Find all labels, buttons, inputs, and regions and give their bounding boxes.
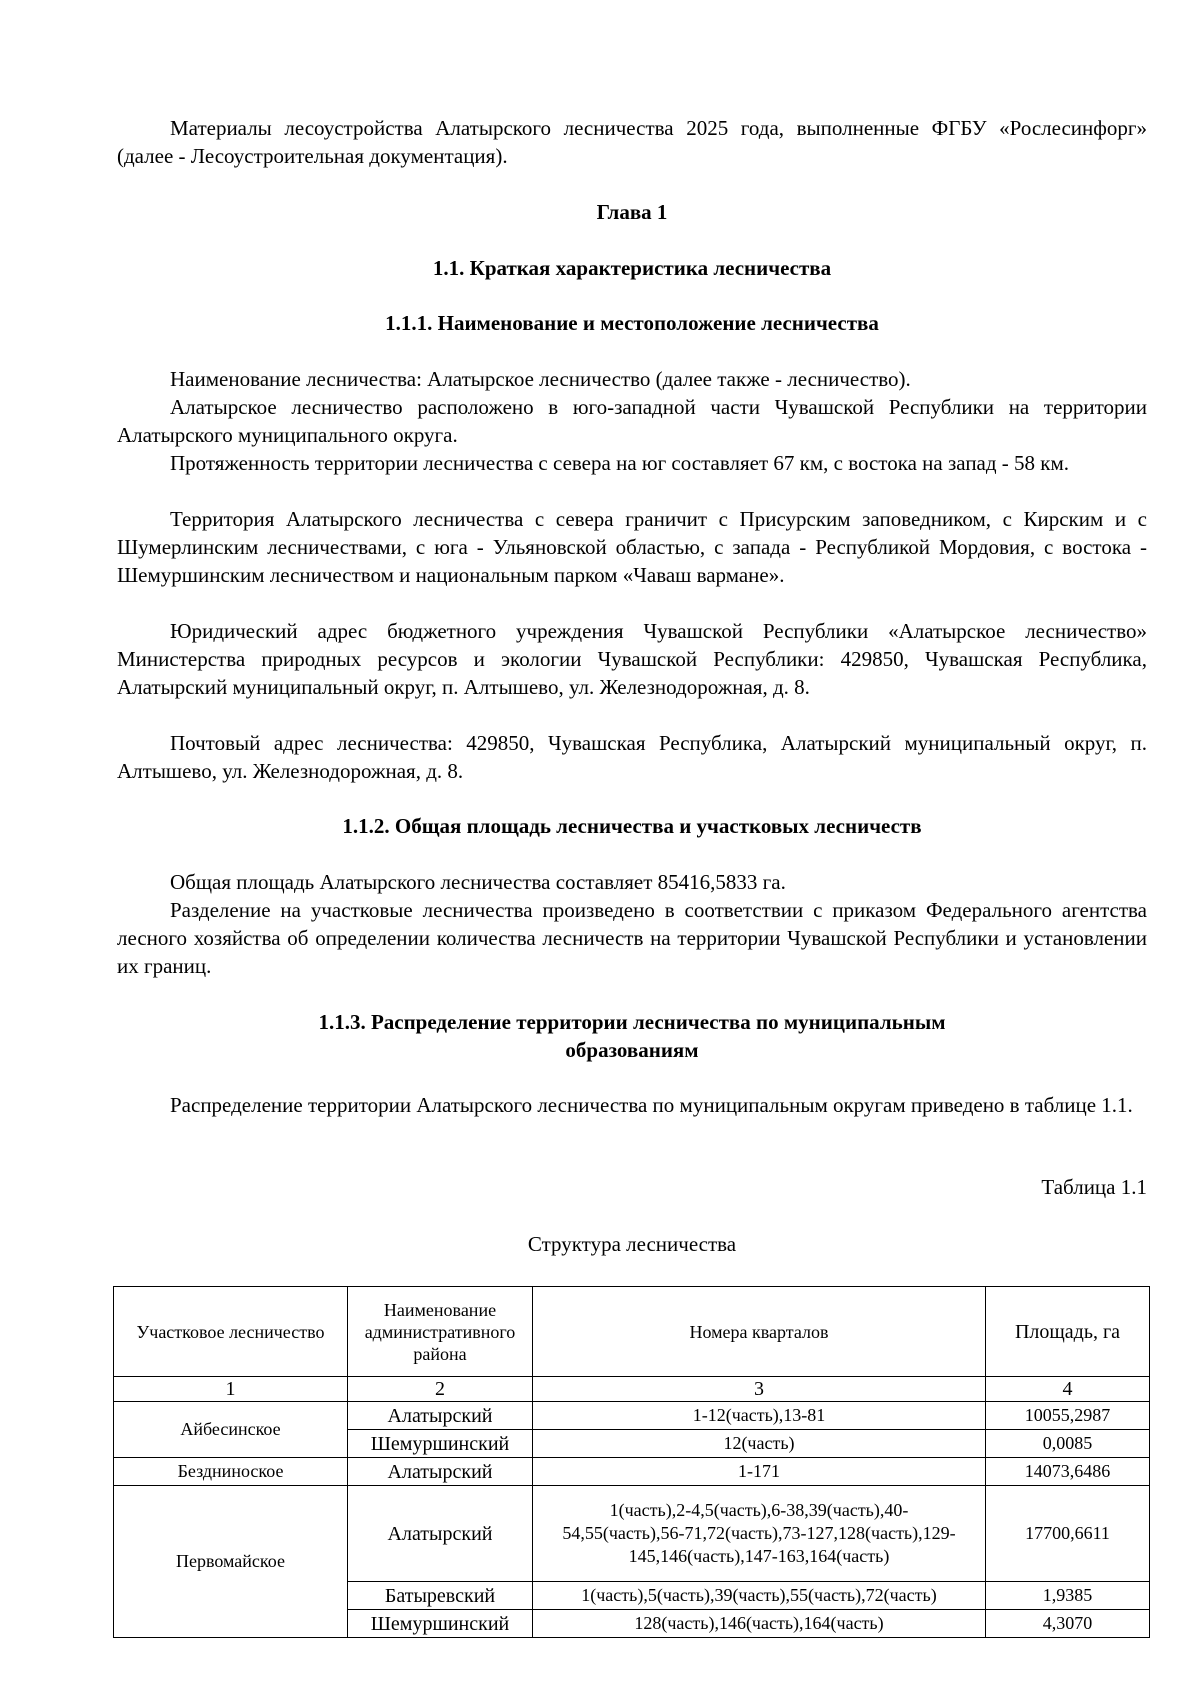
district-cell: Шемуршинский (348, 1610, 533, 1638)
header-forestry: Участковое лесничество (114, 1287, 348, 1377)
table-row (114, 1458, 1150, 1486)
header-quarters: Номера кварталов (533, 1287, 986, 1377)
quarters-cell: 12(часть) (533, 1430, 986, 1458)
table-title: Структура лесничества (527, 1232, 737, 1256)
area-cell: 1,9385 (986, 1582, 1150, 1610)
section-1-1-3-title-line2: образованиям (565, 1038, 699, 1062)
section-1-1-1-title: 1.1.1. Наименование и местоположение лесничества (385, 311, 879, 335)
quarters-cell: 1-12(часть),13-81 (533, 1402, 986, 1430)
district-cell: Алатырский (348, 1458, 533, 1486)
paragraph-borders: Территория Алатырского лесничества с севера граничит с Присурским заповедником, с Кирским и с Шумерлинским лесничествами, с юга - Ульяновской областью, с запада - Республикой Мордовия, с востока - Шемуршинским лесничеством и национальным парком «Чаваш вармане». (117, 507, 1147, 587)
table-row (114, 1402, 1150, 1430)
table-header-number-row (114, 1377, 1150, 1402)
forestry-cell: Первомайское (114, 1486, 348, 1638)
paragraph-total-area: Общая площадь Алатырского лесничества составляет 85416,5833 га. (170, 870, 786, 894)
paragraph-extent: Протяженность территории лесничества с севера на юг составляет 67 км, с востока на запад - 58 км. (170, 451, 1070, 475)
paragraph-name: Наименование лесничества: Алатырское лесничество (далее также - лесничество). (170, 367, 911, 391)
header-num-4: 4 (986, 1377, 1150, 1402)
section-1-1-2-title: 1.1.2. Общая площадь лесничества и участковых лесничеств (342, 814, 922, 838)
area-cell: 0,0085 (986, 1430, 1150, 1458)
header-num-1: 1 (114, 1377, 348, 1402)
paragraph-division: Разделение на участковые лесничества произведено в соответствии с приказом Федерального агентства лесного хозяйства об определении количества лесничеств на территории Чувашской Республики и установлении их границ. (117, 898, 1147, 978)
area-cell: 10055,2987 (986, 1402, 1150, 1430)
area-cell: 14073,6486 (986, 1458, 1150, 1486)
paragraph-legal-address: Юридический адрес бюджетного учреждения Чувашской Республики «Алатырское лесничество» Министерства природных ресурсов и экологии Чувашской Республики: 429850, Чувашская Республика, Алатырский муниципальный округ, п. Алтышево, ул. Железнодорожная, д. 8. (117, 619, 1147, 699)
quarters-cell: 128(часть),146(часть),164(часть) (533, 1610, 986, 1638)
section-1-1-title: 1.1. Краткая характеристика лесничества (432, 256, 832, 280)
header-area: Площадь, га (986, 1287, 1150, 1377)
forestry-structure-table (113, 1286, 1150, 1638)
area-cell: 17700,6611 (986, 1486, 1150, 1582)
quarters-cell: 1(часть),5(часть),39(часть),55(часть),72(часть) (533, 1582, 986, 1610)
forestry-cell: Айбесинское (114, 1402, 348, 1458)
district-cell: Шемуршинский (348, 1430, 533, 1458)
forestry-cell: Бездниноское (114, 1458, 348, 1486)
paragraph-postal-address: Почтовый адрес лесничества: 429850, Чувашская Республика, Алатырский муниципальный округ, п. Алтышево, ул. Железнодорожная, д. 8. (117, 731, 1147, 783)
table-header-row (114, 1287, 1150, 1377)
chapter-title: Глава 1 (596, 200, 668, 224)
header-district: Наименование административного района (348, 1287, 533, 1377)
table-label: Таблица 1.1 (1041, 1175, 1147, 1199)
district-cell: Алатырский (348, 1486, 533, 1582)
header-num-3: 3 (533, 1377, 986, 1402)
district-cell: Батыревский (348, 1582, 533, 1610)
table-row (114, 1486, 1150, 1582)
district-cell: Алатырский (348, 1402, 533, 1430)
quarters-cell: 1-171 (533, 1458, 986, 1486)
paragraph-location: Алатырское лесничество расположено в юго-западной части Чувашской Республики на территории Алатырского муниципального округа. (117, 395, 1147, 447)
intro-paragraph: Материалы лесоустройства Алатырского лесничества 2025 года, выполненные ФГБУ «Рослесинфорг» (далее - Лесоустроительная документация). (117, 116, 1147, 168)
section-1-1-3-title (117, 1008, 1147, 1064)
area-cell: 4,3070 (986, 1610, 1150, 1638)
header-num-2: 2 (348, 1377, 533, 1402)
paragraph-distribution: Распределение территории Алатырского лесничества по муниципальным округам приведено в таблице 1.1. (170, 1093, 1133, 1117)
section-1-1-3-title-line1: 1.1.3. Распределение территории лесничества по муниципальным (318, 1010, 946, 1034)
quarters-cell: 1(часть),2-4,5(часть),6-38,39(часть),40-54,55(часть),56-71,72(часть),73-127,128(часть),129-145,146(часть),147-163,164(часть) (533, 1486, 986, 1582)
